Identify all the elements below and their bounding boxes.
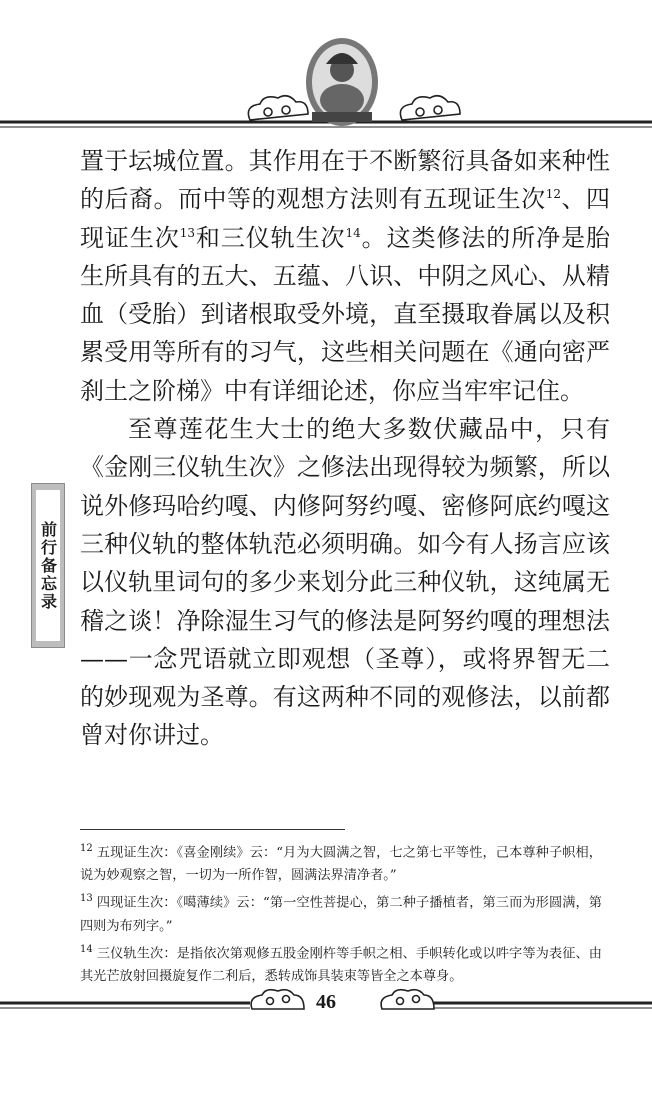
footnotes	[80, 837, 602, 988]
header-ornament	[0, 0, 652, 140]
footnote-divider	[80, 829, 345, 830]
side-tab	[31, 483, 65, 648]
footnote-ref-14[interactable]: 14	[345, 225, 361, 240]
footnote-13: $^{13}$ 四现证生次：《噶薄续》云：“第一空性菩提心，第二种子播植者，第三而为形圆满，第四则为布列字。”	[80, 893, 602, 934]
paragraph-2: 至尊莲花生大士的绝大多数伏藏品中，只有《金刚三仪轨生次》之修法出现得较为频繁，所以说外修玛哈约嘎、内修阿努约嘎、密修阿底约嘎这三种仪轨的整体轨范必须明确。如今有人扬言应该以仪轨里词句的多少来划分此三种仪轨，这纯属无稽之谈！净除湿生习气的修法是阿努约嘎的理想法——一念咒语就立即观想（圣尊），或将界智无二的妙现观为圣尊。有这两种不同的观修法，以前都曾对你讲过。	[80, 415, 610, 750]
footnote-ref-13[interactable]: 13	[179, 225, 195, 240]
footnote-12: $^{12}$ 五现证生次：《喜金刚续》云：“月为大圆满之智，七之第七平等性，己本尊种子帜相，说为妙观察之智，一切为一所作智，圆满法界清净者。”	[80, 843, 602, 884]
cloud-ornament-left	[248, 96, 308, 120]
footnote-ref-12[interactable]: 12	[545, 187, 561, 202]
deity-figure-icon	[306, 38, 378, 126]
cloud-ornament-right	[400, 96, 460, 120]
paragraph-1: 置于坛城位置。其作用在于不断繁衍具备如来种性的后裔。而中等的观想方法则有五现证生次$^{12}$、四现证生次$^{13}$和三仪轨生次$^{14}$。这类修法的所净是胎生所具有的五大、五蕴、八识、中阴之风心、从精血（受胎）到诸根取受外境，直至摄取眷属以及积累受用等所有的习气，这些相关问题在《通向密严刹土之阶梯》中有详细论述，你应当牢牢记住。	[80, 147, 611, 405]
footnote-14: $^{14}$ 三仪轨生次：是指依次第观修五股金刚杵等手帜之相、手帜转化或以吽字等为表征、由其光芒放射回摄旋复作二利后，悉转成饰具装束等皆全之本尊身。	[80, 943, 602, 985]
main-text	[80, 142, 610, 755]
page-number: 46	[316, 991, 336, 1013]
side-tab-label: 前行备忘录	[38, 520, 58, 611]
